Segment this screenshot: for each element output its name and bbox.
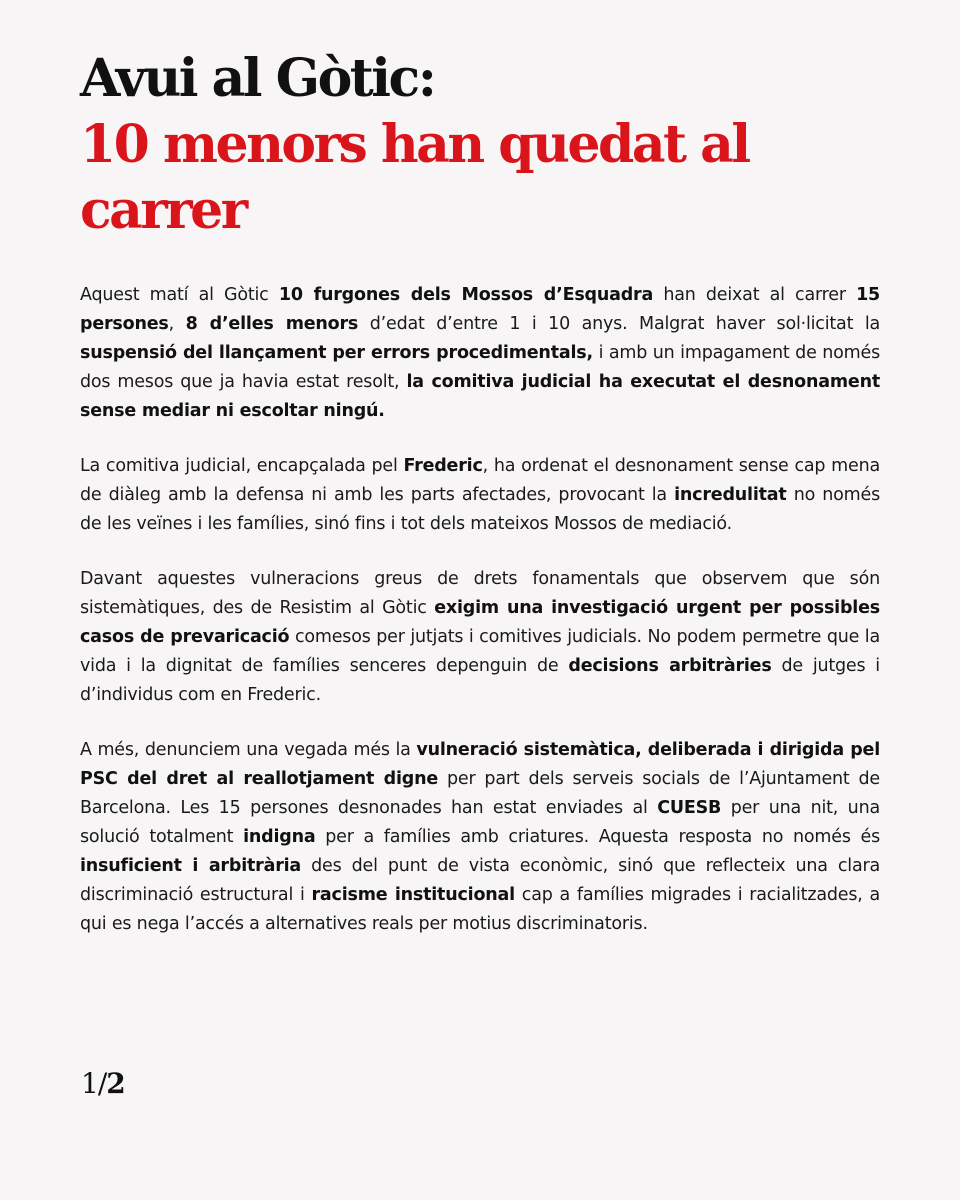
headline [80, 46, 900, 244]
body-text-run: i amb un impagament de només dos mesos que ja havia estat resolt, [80, 343, 880, 392]
headline-line-2: 10 menors han quedat al carrer [80, 114, 749, 241]
paragraph-1 [80, 281, 880, 426]
article-body [80, 281, 880, 965]
body-text-run: per a famílies amb criatures. Aquesta resposta no només és [315, 827, 880, 847]
page-current: 1 [81, 1067, 98, 1100]
emphasis-text: incredulitat [674, 485, 787, 505]
body-text-run: La comitiva judicial, encapçalada pel [80, 456, 404, 476]
emphasis-text: racisme institucional [311, 885, 515, 905]
emphasis-text: indigna [243, 827, 316, 847]
emphasis-text: 15 persones [80, 285, 881, 334]
page-separator: / [97, 1067, 107, 1100]
emphasis-text: la comitiva judicial ha executat el desnonament sense mediar ni escoltar ningú. [80, 372, 880, 421]
body-text-run: Aquest matí al Gòtic [80, 285, 279, 305]
body-text-run: cap a famílies migrades i racialitzades, a qui es nega l’accés a alternatives reals per motius discriminatoris. [80, 885, 880, 934]
body-text-run: per part dels serveis socials de l’Ajuntament de Barcelona. Les 15 persones desnonades han estat enviades al [80, 769, 880, 818]
body-text-run: de jutges i d’individus com en Frederic. [80, 656, 880, 705]
headline-line-1: Avui al Gòtic: [80, 48, 435, 109]
emphasis-text: decisions arbitràries [568, 656, 772, 676]
emphasis-text: exigim una investigació urgent per possibles casos de prevaricació [80, 598, 880, 647]
body-text-run: Davant aquestes vulneracions greus de drets fonamentals que observem que són sistemàtiques, des de Resistim al Gòtic [80, 569, 880, 618]
emphasis-text: 10 furgones dels Mossos d’Esquadra [278, 285, 654, 305]
page-total: 2 [106, 1067, 125, 1100]
body-text-run: comesos per jutjats i comitives judicials. No podem permetre que la vida i la dignitat de famílies senceres depenguin de [80, 627, 880, 676]
body-text-run: des del punt de vista econòmic, sinó que reflecteix una clara discriminació estructural i [80, 856, 880, 905]
body-text-run: per una nit, una solució totalment [80, 798, 880, 847]
body-text-run: , [168, 314, 186, 334]
emphasis-text: 8 d’elles menors [185, 314, 359, 334]
paragraph-2 [80, 452, 880, 539]
emphasis-text: CUESB [657, 798, 722, 818]
body-text-run: han deixat al carrer [653, 285, 857, 305]
emphasis-text: Frederic [403, 456, 483, 476]
paragraph-4 [80, 736, 880, 939]
emphasis-text: insuficient i arbitrària [80, 856, 302, 876]
emphasis-text: suspensió del llançament per errors procedimentals, [80, 343, 593, 363]
body-text-run: A més, denunciem una vegada més la [80, 740, 417, 760]
page-indicator [81, 1066, 125, 1102]
body-text-run: no només de les veïnes i les famílies, sinó fins i tot dels mateixos Mossos de mediació. [80, 485, 880, 534]
emphasis-text: vulneració sistemàtica, deliberada i dirigida pel PSC del dret al reallotjament digne [80, 740, 881, 789]
body-text-run: , ha ordenat el desnonament sense cap mena de diàleg amb la defensa ni amb les parts afectades, provocant la [80, 456, 880, 505]
body-text-run: d’edat d’entre 1 i 10 anys. Malgrat haver sol·licitat la [358, 314, 881, 334]
paragraph-3 [80, 565, 880, 710]
